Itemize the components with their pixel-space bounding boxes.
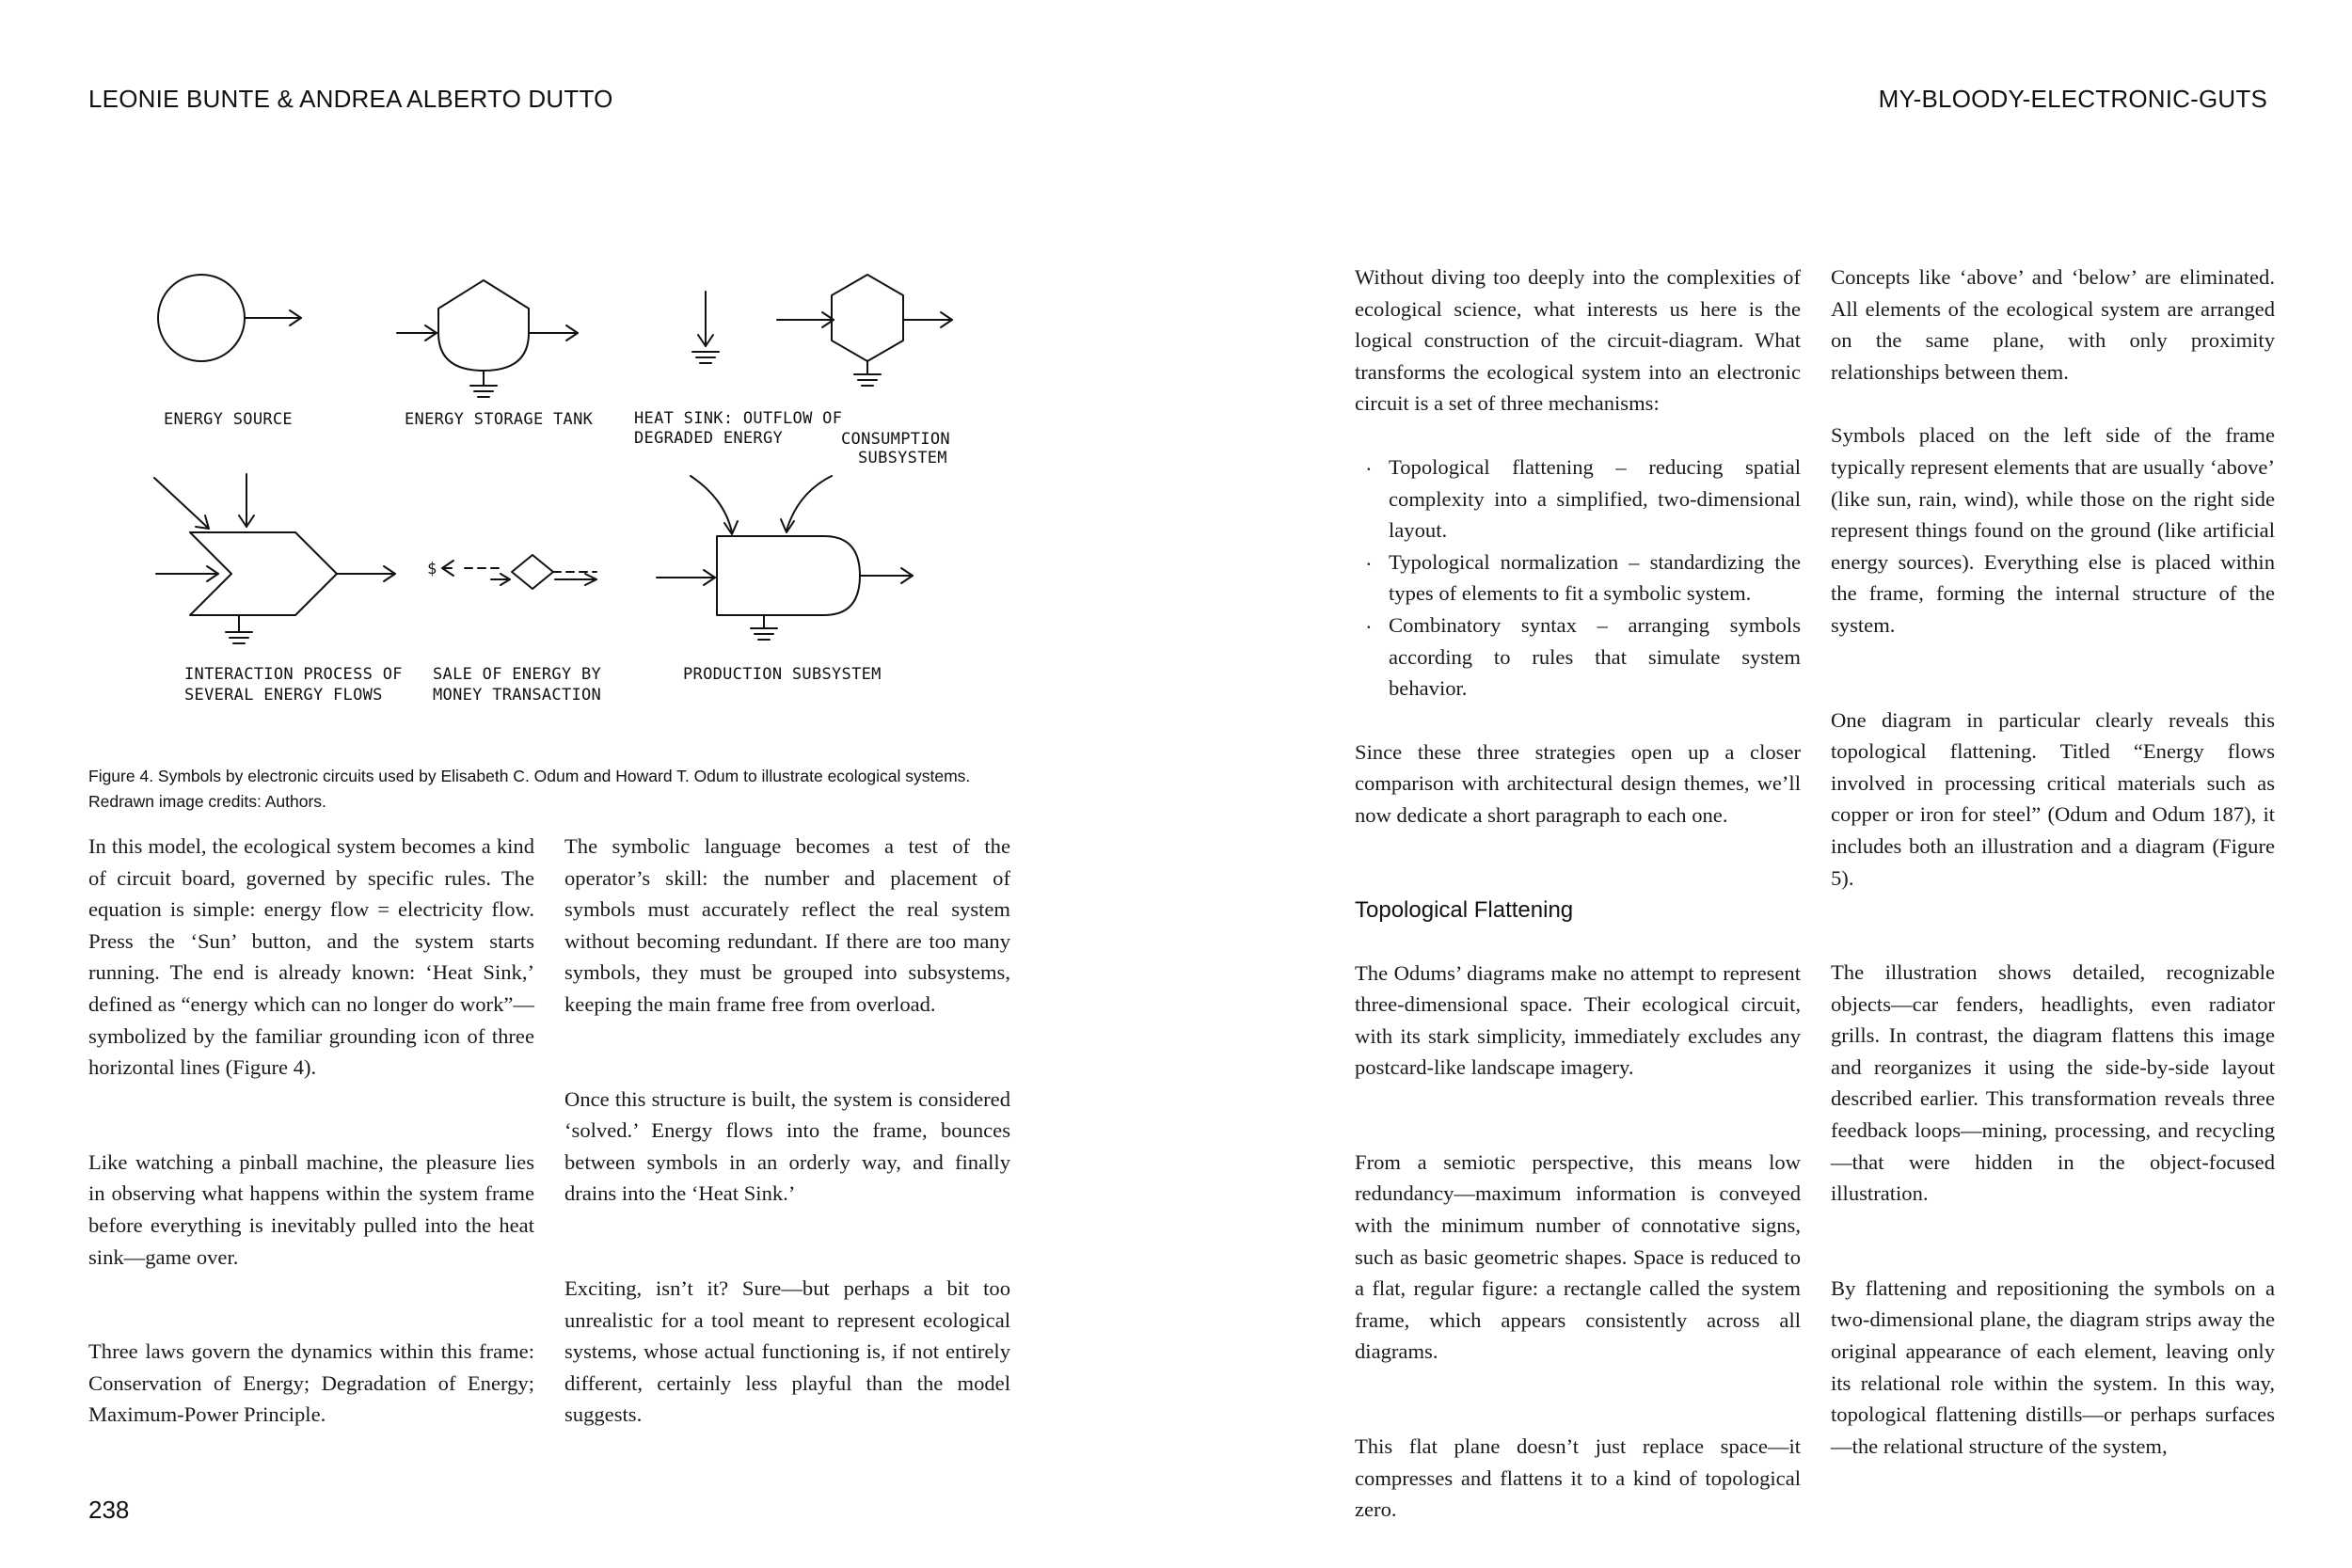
caption-line-2: Redrawn image credits: Authors. [88,792,326,811]
interaction-process-symbol [154,474,395,643]
consumption-subsystem-symbol [777,275,952,386]
paragraph: From a semiotic perspective, this means low redundancy—maximum information is conveyed with the minimum number of connotative signs, such as basic geometric shapes. Space is reduced to a flat, regular figure: a rectangle called the system frame, which appears consistently across all diagrams. [1355,1149,1801,1364]
label-consumption-2: SUBSYSTEM [858,449,947,467]
paragraph: Since these three strategies open up a closer comparison with architectural design themes, we’ll now dedicate a short paragraph to each one. [1355,739,1801,827]
paragraph: Like watching a pinball machine, the pleasure lies in observing what happens within the system frame before everything is inevitably pulled into the heat sink—game over. [88,1149,534,1269]
paragraph: The Odums’ diagrams make no attempt to represent three-dimensional space. Their ecological circuit, with its stark simplicity, immediately excludes any postcard-like landscape imagery. [1355,960,1801,1080]
paragraph: Symbols placed on the left side of the frame typically represent elements that are usually ‘above’ (like sun, rain, wind), while those on the right side represent things found on the ground (like artificial energy sources). Everything else is placed within the frame, forming the internal structure of the system. [1831,423,2275,637]
paragraph: Three laws govern the dynamics within this frame: Conservation of Energy; Degradation of Energy; Maximum-Power Principle. [88,1339,534,1427]
paragraph: Without diving too deeply into the complexities of ecological science, what interests us here is the logical construction of the circuit-diagram. What transforms the ecological system into an electronic circuit is a set of three mechanisms: [1355,265,1801,416]
energy-storage-tank-symbol [397,280,578,397]
label-energy-source: ENERGY SOURCE [164,410,293,429]
label-energy-storage-tank: ENERGY STORAGE TANK [405,410,594,429]
label-heat-sink-1: HEAT SINK: OUTFLOW OF [634,409,843,428]
sale-of-energy-symbol [427,555,596,589]
paragraph: The illustration shows detailed, recognizable objects—car fenders, headlights, even radiator grills. In contrast, the diagram flattens this image and reorganizes it using the side-by-side layout described earlier. This transformation reveals three feedback loops—mining, processing, and recycling—that were hidden in the object-focused illustration. [1831,960,2275,1206]
paragraph: The symbolic language becomes a test of the operator’s skill: the number and placement of symbols must accurately reflect the real system without becoming redundant. If there are too many symbols, they must be grouped into subsystems, keeping the main frame free from overload. [564,834,1010,1016]
label-sale-1: SALE OF ENERGY BY [433,665,602,684]
section-subheading: Topological Flattening [1355,896,1574,923]
label-consumption-1: CONSUMPTION [841,430,950,449]
dollar-sign: $ [427,560,437,578]
text-column-1 [88,831,534,1431]
label-interaction-2: SEVERAL ENERGY FLOWS [184,686,383,705]
paragraph: In this model, the ecological system becomes a kind of circuit board, governed by specific rules. The equation is simple: energy flow = electricity flow. Press the ‘Sun’ button, and the system starts running. The end is already known: ‘Heat Sink,’ defined as “energy which can no longer do work”—symbolized by the familiar grounding icon of three horizontal lines (Figure 4). [88,834,534,1080]
list-item: . Typological normalization – standardizing the types of elements to fit a symbolic system. [1355,546,1801,610]
page-number: 238 [88,1496,130,1524]
caption-line-1: Figure 4. Symbols by electronic circuits used by Elisabeth C. Odum and Howard T. Odum to illustrate ecological systems. [88,767,971,785]
figure-caption [88,764,1039,815]
label-production: PRODUCTION SUBSYSTEM [683,665,882,684]
mechanisms-list [1355,451,1801,705]
figure-4-symbols-diagram [88,254,1020,724]
heat-sink-symbol [692,292,719,363]
paragraph: This flat plane doesn’t just replace space—it compresses and flattens it to a kind of topological zero. [1355,1434,1801,1522]
energy-source-symbol [158,275,301,361]
list-item: . Combinatory syntax – arranging symbols according to rules that simulate system behavior. [1355,610,1801,705]
label-sale-2: MONEY TRANSACTION [433,686,602,705]
text-column-2 [564,831,1010,1431]
paragraph: One diagram in particular clearly reveals this topological flattening. Titled “Energy flows involved in processing critical materials such as copper or iron for steel” (Odum and Odum 187), it includes both an illustration and a diagram (Figure 5). [1831,707,2275,890]
list-item: . Topological flattening – reducing spatial complexity into a simplified, two-dimensional layout. [1355,451,1801,546]
production-subsystem-symbol [657,476,913,640]
running-header-title: MY-BLOODY-ELECTRONIC-GUTS [1878,85,2267,113]
label-interaction-1: INTERACTION PROCESS OF [184,665,403,684]
paragraph: Concepts like ‘above’ and ‘below’ are eliminated. All elements of the ecological system are arranged on the same plane, with only proximity relationships between them. [1831,265,2275,384]
text-column-3 [1355,261,1801,1526]
paragraph: Once this structure is built, the system is considered ‘solved.’ Energy flows into the frame, bounces between symbols in an orderly way, and finally drains into the ‘Heat Sink.’ [564,1086,1010,1206]
paragraph: By flattening and repositioning the symbols on a two-dimensional plane, the diagram strips away the original appearance of each element, leaving only its relational role within the system. In this way, topological flattening distills—or perhaps surfaces—the relational structure of the system, [1831,1275,2275,1458]
label-heat-sink-2: DEGRADED ENERGY [634,429,784,448]
paragraph: Exciting, isn’t it? Sure—but perhaps a bit too unrealistic for a tool meant to represent ecological systems, whose actual functioning is, if not entirely different, certainly less playful than the model suggests. [564,1275,1010,1427]
text-column-4 [1831,261,2275,1462]
running-header-authors: LEONIE BUNTE & ANDREA ALBERTO DUTTO [88,85,613,113]
